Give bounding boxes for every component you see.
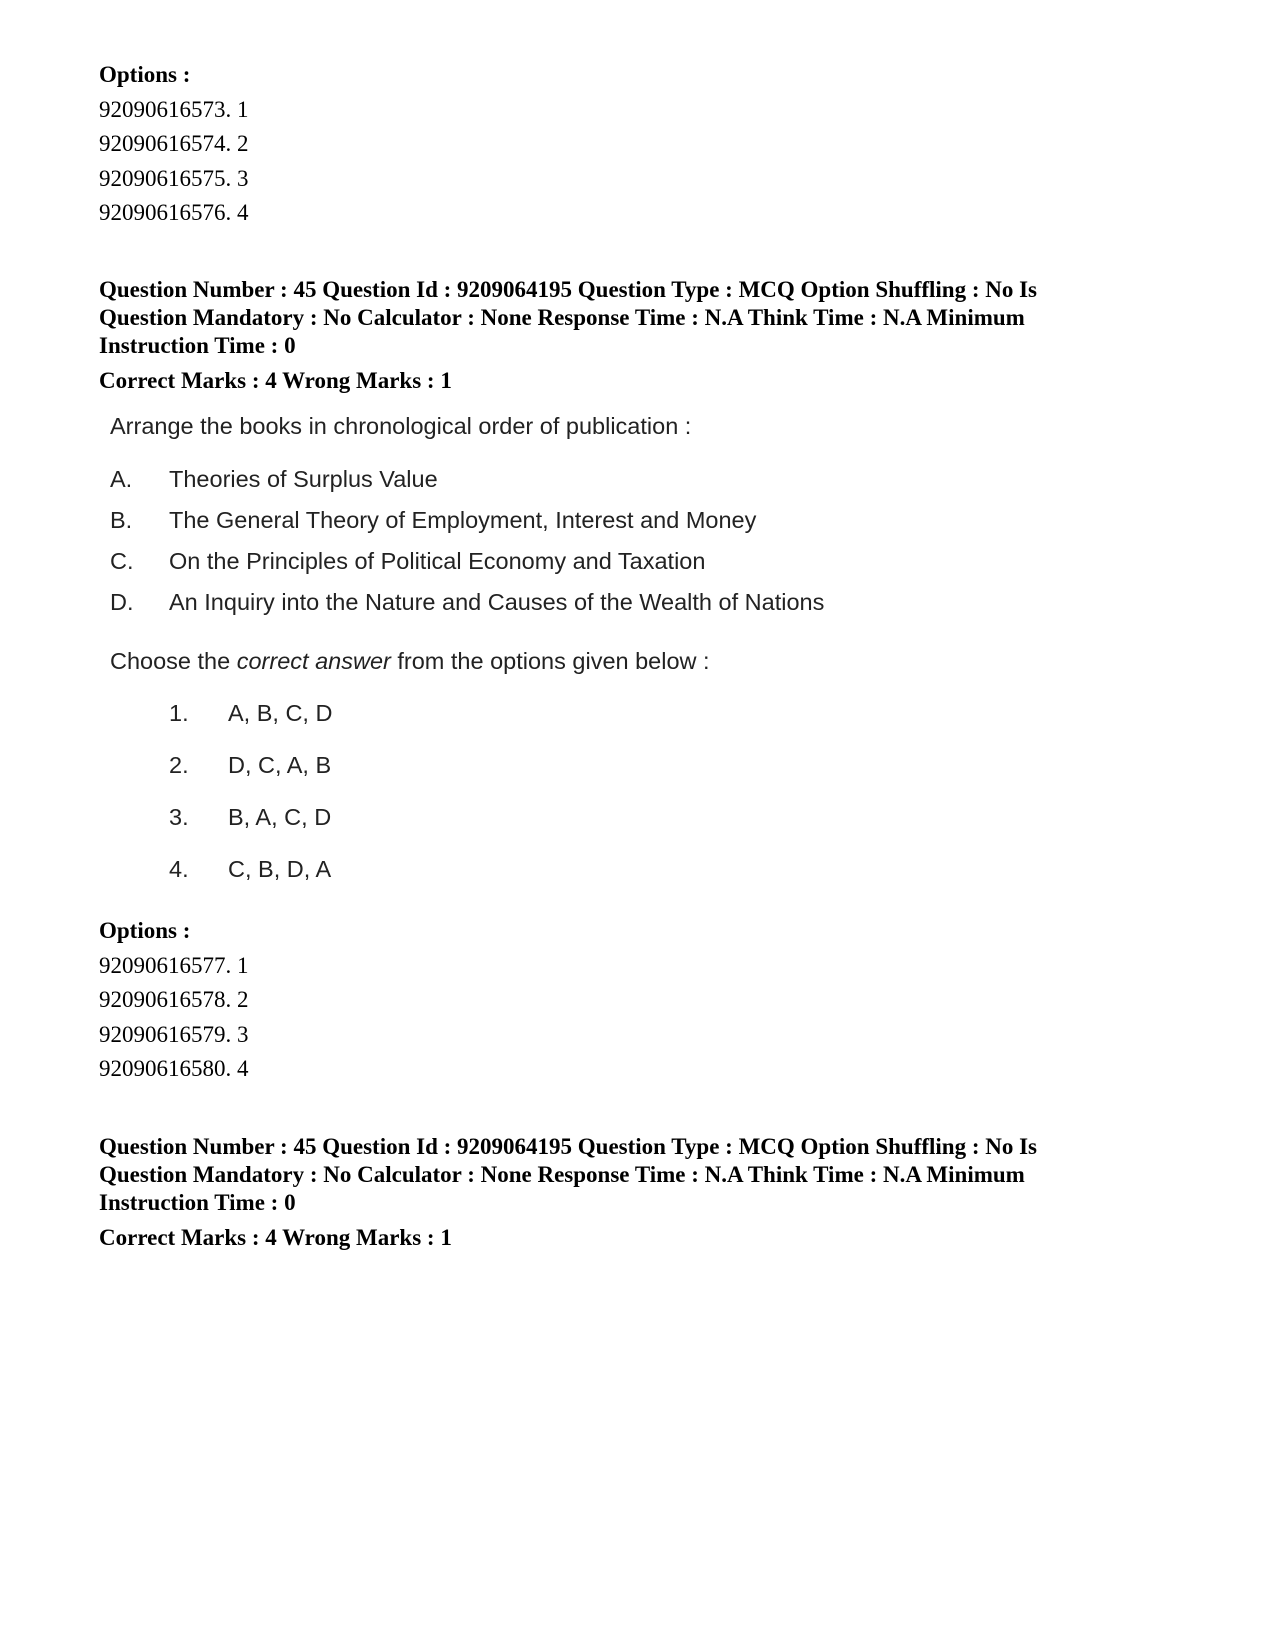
question-item-label: D. xyxy=(110,589,134,615)
options-block-top xyxy=(99,58,249,231)
question-meta xyxy=(99,1133,1179,1252)
question-meta-line: Question Number : 45 Question Id : 9209064195 Question Type : MCQ Option Shuffling : No Is xyxy=(99,1134,1038,1159)
question-meta-line: Question Mandatory : No Calculator : None Response Time : N.A Think Time : N.A Minimum xyxy=(99,1162,1025,1187)
option-line: 92090616573. 1 xyxy=(99,96,249,122)
question-meta-line: Question Mandatory : No Calculator : None Response Time : N.A Think Time : N.A Minimum xyxy=(99,305,1025,330)
answer-choice-number: 3. xyxy=(169,804,189,830)
answer-choice-text: D, C, A, B xyxy=(228,752,332,778)
answer-choice-text: A, B, C, D xyxy=(228,700,333,726)
question-item-label: B. xyxy=(110,507,133,533)
question-item-label: A. xyxy=(110,466,133,492)
question-item-text: An Inquiry into the Nature and Causes of the Wealth of Nations xyxy=(169,589,825,615)
question-item xyxy=(110,507,756,534)
option-line: 92090616575. 3 xyxy=(99,165,249,191)
answer-choice-text: C, B, D, A xyxy=(228,856,332,882)
question-marks: Correct Marks : 4 Wrong Marks : 1 xyxy=(99,368,452,393)
answer-choice xyxy=(169,700,332,727)
instruction-emphasis: correct answer xyxy=(236,648,391,674)
question-meta xyxy=(99,276,1179,395)
question-instruction xyxy=(110,648,710,675)
option-line: 92090616576. 4 xyxy=(99,200,249,225)
question-item-text: The General Theory of Employment, Interest and Money xyxy=(169,507,757,533)
option-line: 92090616574. 2 xyxy=(99,131,249,156)
question-item xyxy=(110,466,438,493)
answer-choice-text: B, A, C, D xyxy=(228,804,332,830)
options-heading: Options : xyxy=(99,62,191,87)
answer-choice-number: 4. xyxy=(169,856,189,882)
question-meta-line: Instruction Time : 0 xyxy=(99,333,296,358)
option-line: 92090616579. 3 xyxy=(99,1021,249,1047)
options-heading: Options : xyxy=(99,918,191,943)
answer-choice-number: 2. xyxy=(169,752,189,778)
option-line: 92090616580. 4 xyxy=(99,1056,249,1081)
answer-choice xyxy=(169,856,331,883)
options-block-bottom xyxy=(99,914,249,1087)
question-meta-line: Instruction Time : 0 xyxy=(99,1190,296,1215)
question-item-label: C. xyxy=(110,548,134,574)
question-stem: Arrange the books in chronological order of publication : xyxy=(110,413,692,439)
answer-choice xyxy=(169,752,331,779)
instruction-text: Choose the xyxy=(110,648,237,674)
answer-choice-number: 1. xyxy=(169,700,189,726)
instruction-text: from the options given below : xyxy=(390,648,710,674)
question-item xyxy=(110,548,705,575)
option-line: 92090616578. 2 xyxy=(99,987,249,1012)
question-item-text: On the Principles of Political Economy and Taxation xyxy=(169,548,706,574)
question-meta-line: Question Number : 45 Question Id : 9209064195 Question Type : MCQ Option Shuffling : No Is xyxy=(99,277,1038,302)
question-item xyxy=(110,589,824,616)
option-line: 92090616577. 1 xyxy=(99,952,249,978)
answer-choice xyxy=(169,804,331,831)
question-item-text: Theories of Surplus Value xyxy=(169,466,438,492)
question-marks: Correct Marks : 4 Wrong Marks : 1 xyxy=(99,1225,452,1250)
